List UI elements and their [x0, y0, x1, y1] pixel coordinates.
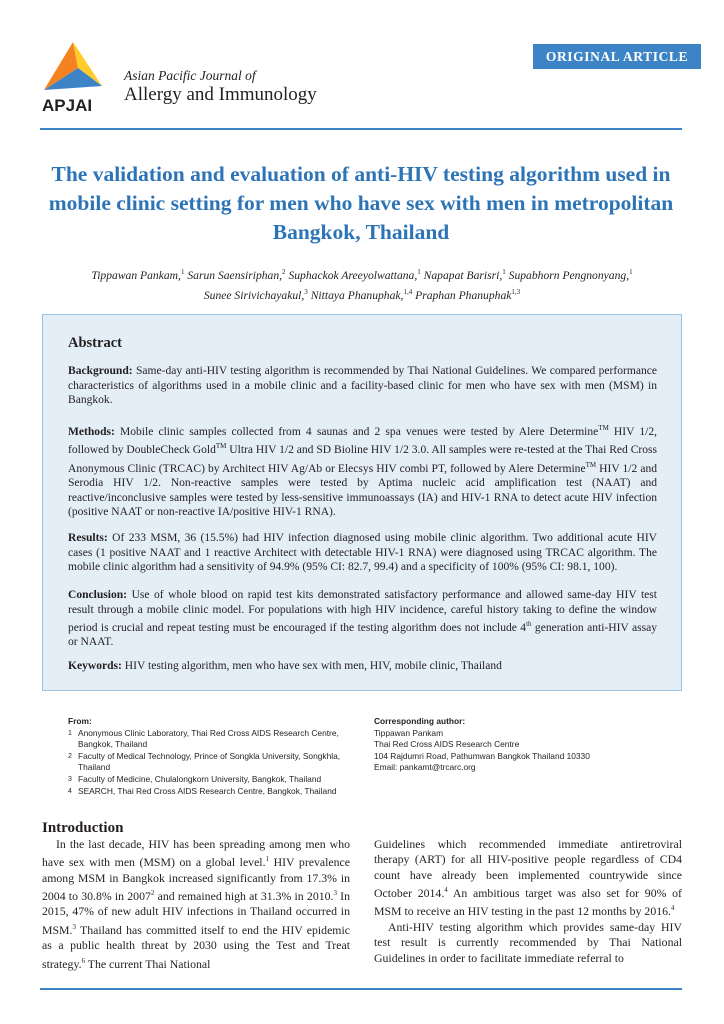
abstract-text: Use of whole blood on rapid test kits demonstrated satisfactory performance and allowed same-day HIV test result through a mobile clinic model. For populations with high HIV incidence, careful history taking to define the window period is crucial and repeat testing must be encouraged if the testing algorithm does not include 4 — [68, 589, 657, 634]
abstract-text: Mobile clinic samples collected from 4 saunas and 2 spa venues were tested by Alere Determine — [119, 425, 599, 438]
author: Suphackok Areeyolwattana, — [288, 268, 418, 282]
paragraph — [42, 837, 350, 972]
abstract-label: Conclusion: — [68, 589, 128, 601]
abstract-background — [68, 364, 657, 408]
apjai-logo-icon — [40, 38, 120, 114]
paragraph — [374, 837, 682, 918]
affiliation-number: 3 — [68, 775, 72, 783]
article-type-badge: ORIGINAL ARTICLE — [533, 44, 701, 69]
citation: 1 — [265, 855, 270, 864]
correspondence-address: 104 Rajdumri Road, Pathumwan Bangkok Thailand 10330 — [374, 750, 590, 761]
abstract-text: HIV testing algorithm, men who have sex with men, HIV, mobile clinic, Thailand — [124, 660, 502, 672]
footer-divider — [40, 988, 682, 990]
corresponding-author — [374, 716, 674, 774]
affiliation-text: Anonymous Clinic Laboratory, Thai Red Cross AIDS Research Centre, Bangkok, Thailand — [78, 727, 339, 750]
author-affiliation: 1,4 — [403, 287, 413, 296]
article-title: The validation and evaluation of anti-HIV testing algorithm used in mobile clinic setting for men who have sex with men in metropolitan Bangkok, Thailand — [48, 162, 674, 244]
author: Tippawan Pankam, — [91, 268, 181, 282]
affiliations-heading: From: — [68, 716, 92, 726]
affiliation-number: 1 — [68, 729, 72, 737]
affiliation-text: Faculty of Medicine, Chulalongkorn University, Bangkok, Thailand — [78, 773, 322, 784]
journal-name-line1: Asian Pacific Journal of — [124, 68, 256, 83]
affiliation-item — [68, 728, 358, 751]
affiliation-text: SEARCH, Thai Red Cross AIDS Research Centre, Bangkok, Thailand — [78, 785, 337, 796]
author: Supabhorn Pengnonyang, — [508, 268, 630, 282]
author: Sarun Saensiriphan, — [187, 268, 283, 282]
author-affiliation: 1 — [180, 268, 185, 276]
paragraph: Anti-HIV testing algorithm which provides same-day HIV test result is currently recommended by Thai National Guidelines in order to facilitate immediate referral to — [374, 919, 682, 965]
author-affiliation: 3 — [304, 287, 308, 296]
journal-name-line2: Allergy and Immunology — [124, 84, 317, 105]
affiliation-number: 2 — [68, 752, 72, 760]
abstract-label: Keywords: — [68, 660, 122, 672]
abstract-text: generation anti-HIV assay or NAAT. — [68, 621, 657, 649]
author-affiliation: 1 — [417, 268, 421, 276]
abstract-text: HIV 1/2 and Serodia HIV 1/2. Non-reactive samples were tested by Aptima nucleic acid amplification test (NAAT) and reactive/inconclusive samples were tested by less-sensitive immunoassays (IA) and HIV-1 RNA to detect acute HIV infection (positive NAAT or non-reactive IA/positive HIV-1 RNA). — [68, 462, 658, 519]
abstract-keywords — [68, 659, 657, 674]
correspondence-org: Thai Red Cross AIDS Research Centre — [374, 739, 520, 750]
body-text: Thailand has committed itself to end the HIV epidemic as a public health threat by 2030 using the Test and Treat strategy. — [42, 922, 350, 971]
affiliation-item — [68, 786, 358, 798]
affiliation-item — [68, 751, 358, 774]
abstract-text: Same-day anti-HIV testing algorithm is recommended by Thai National Guidelines. We compared performance characteristics of algorithms used in a mobile clinic and a facility-based clinic for men who have sex with men (MSM) in Bangkok. — [68, 365, 657, 406]
abstract-label: Background: — [68, 365, 133, 377]
citation: 2 — [150, 889, 155, 898]
author: Sunee Sirivichayakul, — [203, 288, 305, 302]
body-text: In 2015, 47% of new adult HIV infections in Thailand occurred in MSM. — [42, 889, 351, 937]
citation: 3 — [72, 922, 76, 931]
citation: 6 — [81, 956, 86, 965]
correspondence-email: Email: pankamt@trcarc.org — [374, 762, 476, 773]
abstract-text: Ultra HIV 1/2 and SD Bioline HIV 1/2 3.0. All samples were re-tested at the Thai Red Cross Anonymous Clinic (TRCAC) by Architect HIV Ag/Ab or Elecsys HIV combi PT, followed by Alere Determine — [68, 444, 658, 475]
abstract-heading: Abstract — [68, 335, 122, 351]
header-divider — [40, 128, 682, 130]
author-affiliation: 1 — [502, 268, 506, 276]
author-affiliation: 1,3 — [511, 287, 521, 296]
abstract-label: Results: — [68, 532, 108, 544]
author-affiliation: 2 — [282, 268, 286, 276]
body-text: Guidelines which recommended immediate antiretroviral therapy (ART) for all HIV-positive people regardless of CD4 count have already been implemented countrywide since October 2014. — [374, 837, 682, 901]
correspondence-heading: Corresponding author: — [374, 716, 466, 726]
affiliation-number: 4 — [68, 787, 72, 795]
author: Nittaya Phanuphak, — [310, 288, 404, 302]
correspondence-name: Tippawan Pankam — [374, 727, 444, 738]
affiliations — [68, 716, 358, 797]
author: Napapat Barisri, — [423, 268, 503, 282]
abstract-methods — [68, 421, 657, 520]
body-text: An ambitious target was also set for 90% of MSM to receive an HIV testing in the past 12 months by 2016. — [374, 886, 682, 919]
abstract-text: Of 233 MSM, 36 (15.5%) had HIV infection diagnosed using mobile clinic algorithm. Two additional acute HIV cases (1 positive NAAT and 1 reactive Architect with detectable HIV-1 RNA) were diagnosed using TRCAC algorithm. The mobile clinic algorithm had a sensitivity of 94.9% (95% CI: 82.7, 99.4) and a specificity of 100% (95% CI: 98.1, 100). — [68, 532, 658, 573]
body-text: The current Thai National — [85, 956, 211, 971]
body-text: and remained high at 31.3% in 2010. — [154, 889, 334, 904]
affiliation-item — [68, 774, 358, 786]
abstract-text: HIV 1/2, followed by DoubleCheck Gold — [68, 425, 658, 457]
body-text: HIV prevalence among MSM in Bangkok increased significantly from 17.3% in 2004 to 30.8% in 2007 — [42, 855, 350, 904]
author-list — [60, 264, 664, 304]
abstract-conclusion — [68, 588, 657, 650]
citation: 3 — [333, 889, 337, 898]
superscript: th — [526, 620, 532, 628]
abstract-results — [68, 531, 657, 575]
affiliation-text: Faculty of Medical Technology, Prince of Songkla University, Songkhla, Thailand — [78, 750, 341, 773]
citation: 4 — [670, 904, 675, 913]
author-affiliation: 1 — [629, 268, 633, 276]
author: Praphan Phanuphak — [415, 288, 512, 302]
trademark: TM — [215, 442, 227, 451]
logo-text: APJAI — [42, 96, 93, 114]
body-text: In the last decade, HIV has been spreading among men who have sex with men (MSM) on a global level. — [42, 837, 350, 870]
citation: 4 — [444, 886, 448, 895]
trademark: TM — [598, 424, 609, 432]
introduction-heading: Introduction — [42, 820, 124, 836]
introduction-right-column — [374, 837, 682, 966]
introduction-left-column — [42, 837, 350, 972]
trademark: TM — [585, 460, 597, 469]
abstract-label: Methods: — [68, 425, 115, 438]
